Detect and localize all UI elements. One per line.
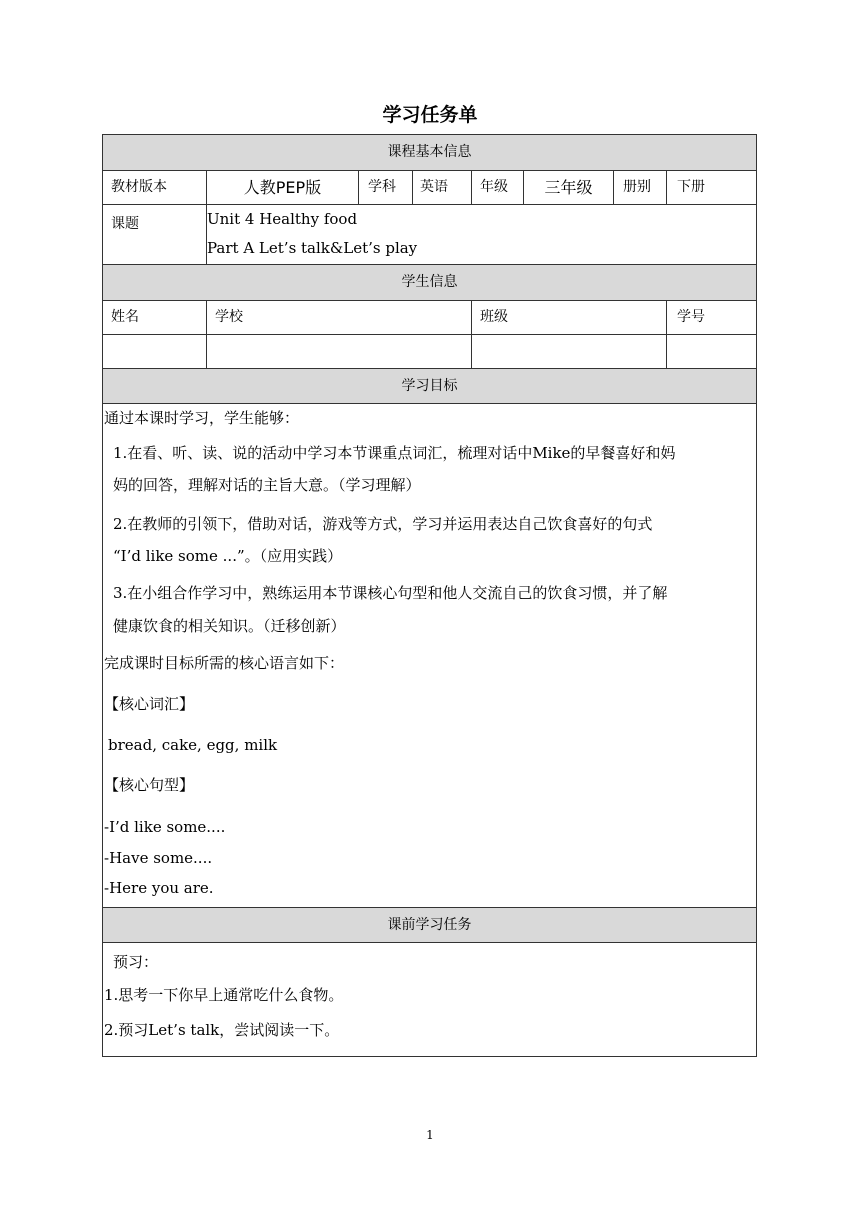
school-label: 学校 — [215, 309, 243, 325]
name-field[interactable] — [103, 335, 206, 368]
class-label: 班级 — [480, 309, 508, 325]
document-title: 学习任务单 — [382, 104, 478, 126]
sentence-2: -Have some.... — [104, 849, 213, 867]
topic-part: Part A Let’s talk&Let’s play — [207, 239, 418, 257]
school-field[interactable] — [207, 335, 471, 368]
goal-2-line-1: 2.在教师的引领下，借助对话，游戏等方式，学习并运用表达自己饮食喜好的句式 — [113, 515, 653, 533]
goals-title: 学习目标 — [401, 378, 458, 394]
subject-value: 英语 — [420, 179, 448, 195]
student-info-title: 学生信息 — [401, 274, 458, 290]
class-field[interactable] — [472, 335, 666, 368]
topic-unit: Unit 4 Healthy food — [207, 210, 358, 228]
goals-intro: 通过本课时学习，学生能够： — [104, 409, 300, 427]
grade-label: 年级 — [480, 179, 508, 195]
pre-task-heading: 预习： — [113, 953, 159, 971]
textbook-value: 人教PEP版 — [243, 178, 322, 197]
sentence-3: -Here you are. — [104, 879, 214, 897]
topic-value — [207, 205, 417, 263]
sentence-1: -I’d like some.... — [104, 818, 226, 836]
page-number: 1 — [426, 1128, 434, 1142]
course-info-title: 课程基本信息 — [387, 144, 472, 160]
goal-3-line-1: 3.在小组合作学习中，熟练运用本节课核心句型和他人交流自己的饮食习惯，并了解 — [113, 584, 668, 602]
volume-value: 下册 — [677, 179, 705, 195]
vocab-heading: 【核心词汇】 — [104, 695, 195, 713]
student-id-field[interactable] — [667, 335, 756, 368]
goal-3-line-2: 健康饮食的相关知识。（迁移创新） — [113, 617, 346, 635]
grade-value: 三年级 — [544, 178, 593, 197]
student-id-label: 学号 — [677, 309, 705, 325]
subject-label: 学科 — [368, 179, 396, 195]
pre-task-1: 1.思考一下你早上通常吃什么食物。 — [104, 986, 344, 1004]
name-label: 姓名 — [111, 309, 139, 325]
topic-label: 课题 — [111, 216, 139, 232]
goal-1-line-2: 妈的回答，理解对话的主旨大意。（学习理解） — [113, 476, 421, 494]
vocab-list: bread, cake, egg, milk — [108, 736, 278, 754]
sentence-heading: 【核心句型】 — [104, 776, 195, 794]
goal-2-line-2: “I’d like some ...”。（应用实践） — [113, 547, 343, 565]
textbook-label: 教材版本 — [111, 179, 167, 195]
volume-label: 册别 — [623, 179, 651, 195]
pre-task-2: 2.预习Let’s talk，尝试阅读一下。 — [104, 1021, 340, 1039]
task-sheet-table — [102, 134, 757, 1057]
pre-tasks-title: 课前学习任务 — [387, 917, 472, 933]
core-language-intro: 完成课时目标所需的核心语言如下： — [104, 654, 345, 672]
goal-1-line-1: 1.在看、听、读、说的活动中学习本节课重点词汇，梳理对话中Mike的早餐喜好和妈 — [113, 444, 676, 462]
